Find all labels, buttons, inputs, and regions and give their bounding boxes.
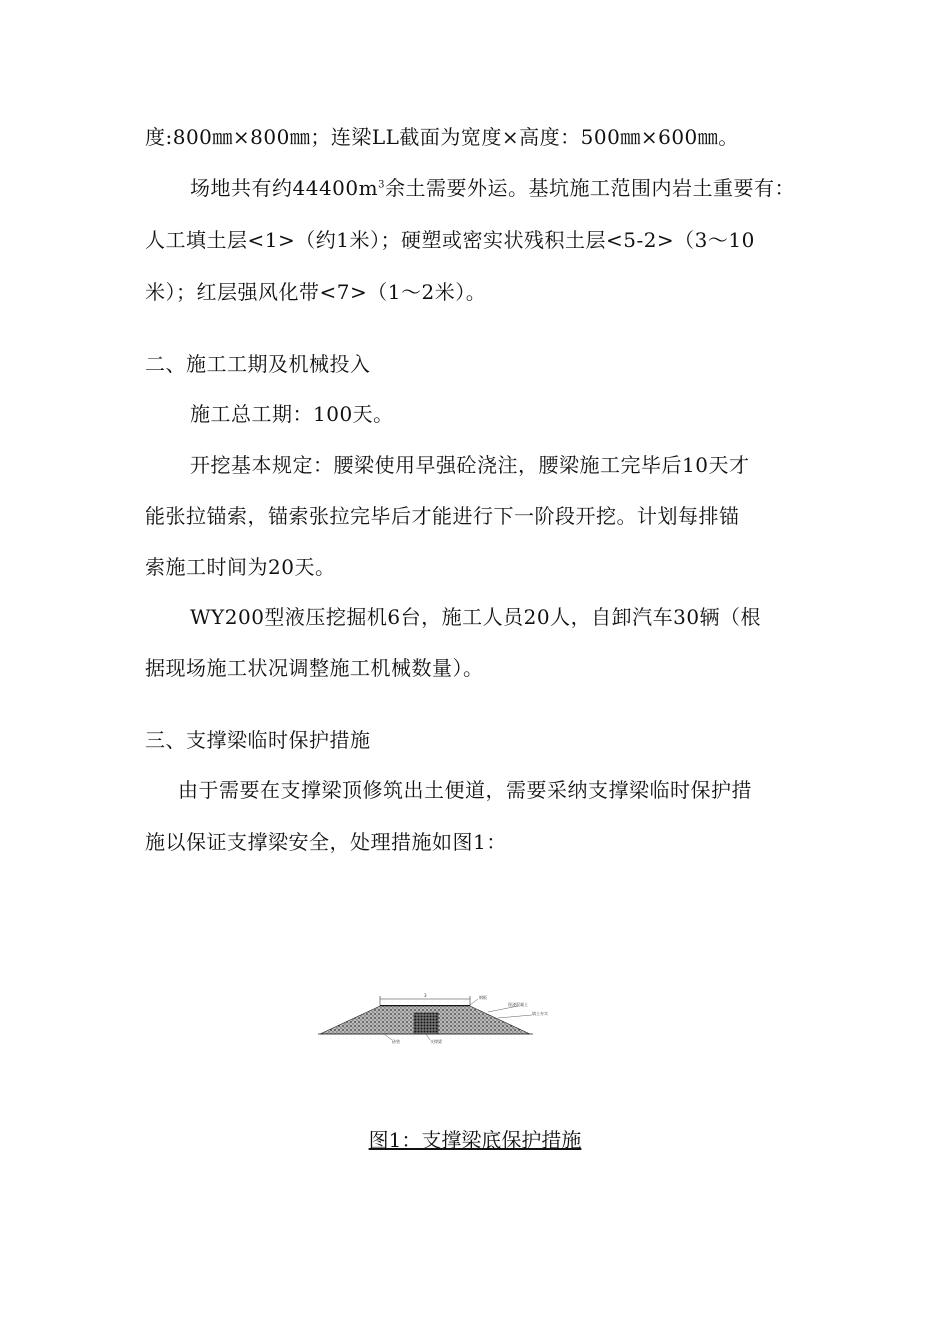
- superscript: 3: [378, 179, 385, 191]
- section-heading: 二、施工工期及机械投入: [145, 352, 371, 376]
- support-beam: [414, 1013, 438, 1034]
- body-text-line: 施工总工期：100天。: [190, 402, 394, 426]
- leader-line: [470, 999, 478, 1005]
- leader-line: [498, 1015, 532, 1018]
- body-text-fragment: 余土需要外运。基坑施工范围内岩土重要有：: [384, 176, 795, 200]
- figure-caption: [0, 1126, 950, 1154]
- body-text-fragment: 场地共有约44400m: [190, 176, 379, 200]
- body-text-line: 能张拉锚索，锚索张拉完毕后才能进行下一阶段开挖。计划每排锚: [145, 504, 740, 528]
- body-text-line: 人工填土层<1>（约1米）；硬塑或密实状残积土层<5-2>（3～10: [145, 228, 755, 252]
- figure-label: 钢板: [479, 995, 487, 1000]
- figure-caption-text: 图1：支撑梁底保护措施: [368, 1128, 582, 1152]
- figure-label: 现浇混凝土: [508, 1002, 528, 1007]
- figure-diagram: [318, 985, 560, 1055]
- section-heading: 三、支撑梁临时保护措施: [145, 728, 371, 752]
- body-text-line: [190, 174, 795, 202]
- body-text-line: 施以保证支撑梁安全，处理措施如图1：: [145, 830, 507, 854]
- figure-label: 砂垫: [392, 1039, 400, 1044]
- body-text-line: 度:800㎜×800㎜；连梁LL截面为宽度×高度：500㎜×600㎜。: [145, 125, 739, 149]
- body-text-line: 索施工时间为20天。: [145, 555, 336, 579]
- dimension-label: 3: [424, 993, 427, 998]
- beam-protection-diagram: [318, 985, 560, 1055]
- figure-label: 填土夯实: [532, 1011, 548, 1016]
- body-text-line: 米）；红层强风化带<7>（1～2米）。: [145, 280, 487, 304]
- body-text-line: 由于需要在支撑梁顶修筑出土便道，需要采纳支撑梁临时保护措: [178, 778, 752, 802]
- body-text-line: 开挖基本规定：腰梁使用早强砼浇注，腰梁施工完毕后10天才: [190, 453, 750, 477]
- leader-line: [384, 1034, 392, 1040]
- body-text-line: 据现场施工状况调整施工机械数量）。: [145, 656, 484, 680]
- figure-label: 支撑梁: [430, 1039, 442, 1044]
- body-text-line: WY200型液压挖掘机6台，施工人员20人，自卸汽车30辆（根: [190, 605, 762, 629]
